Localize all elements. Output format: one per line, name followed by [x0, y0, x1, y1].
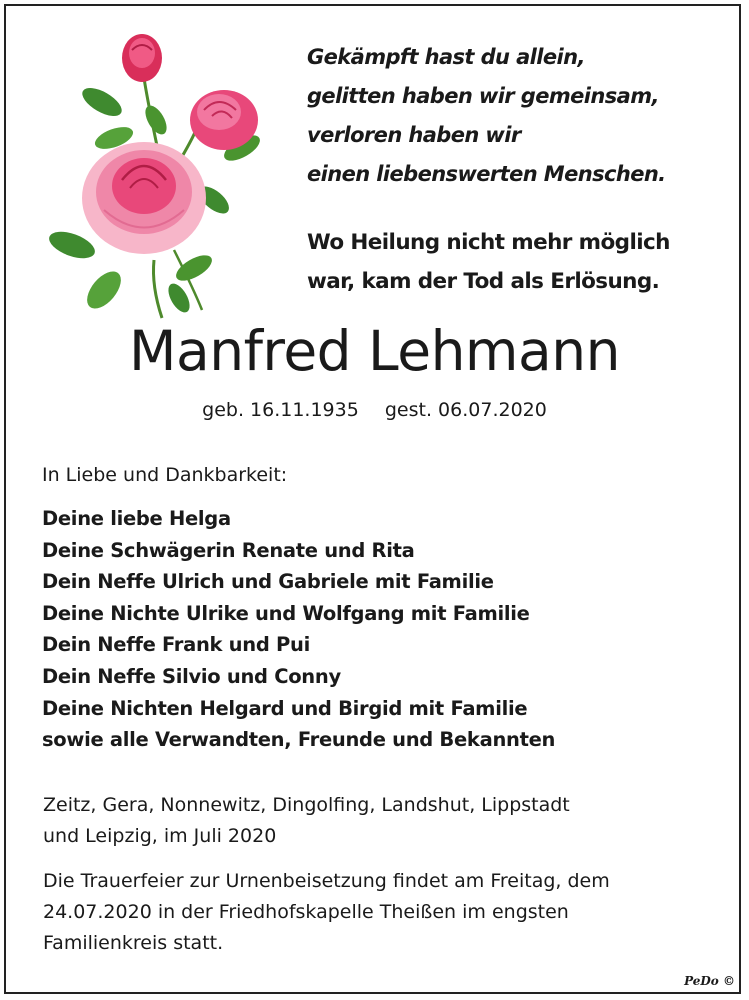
mourners-list: [42, 503, 702, 756]
ceremony-line: 24.07.2020 in der Friedhofskapelle Theißen im engsten: [43, 901, 569, 923]
places-line: Zeitz, Gera, Nonnewitz, Dingolfing, Landshut, Lippstadt: [43, 794, 570, 816]
poem-line: gelitten haben wir gemeinsam,: [307, 84, 659, 108]
dedication-intro: In Liebe und Dankbarkeit:: [42, 464, 288, 486]
mourner-line: Deine Nichten Helgard und Birgid mit Familie: [42, 696, 528, 720]
poem-verse: [307, 38, 737, 194]
deceased-name: Manfred Lehmann: [129, 319, 620, 383]
death-date: gest. 06.07.2020: [384, 399, 547, 421]
ceremony-notice: [43, 866, 733, 959]
poem-line: einen liebenswerten Menschen.: [307, 162, 666, 186]
poem-line: Gekämpft hast du allein,: [307, 45, 585, 69]
designer-signature: PeDo ©: [684, 974, 735, 988]
birth-date: geb. 16.11.1935: [202, 399, 359, 421]
mourner-line: Dein Neffe Silvio und Conny: [42, 664, 341, 688]
mourner-line: Deine Nichte Ulrike und Wolfgang mit Familie: [42, 601, 530, 625]
mourner-line: Dein Neffe Ulrich und Gabriele mit Familie: [42, 570, 494, 594]
mourner-line: Deine liebe Helga: [42, 507, 231, 530]
quote-line: war, kam der Tod als Erlösung.: [307, 269, 660, 294]
places-line: und Leipzig, im Juli 2020: [43, 825, 277, 847]
mourner-line: Deine Schwägerin Renate und Rita: [42, 538, 415, 562]
quote-line: Wo Heilung nicht mehr möglich: [307, 230, 670, 255]
mourner-line: Dein Neffe Frank und Pui: [42, 633, 310, 657]
ceremony-line: Familienkreis statt.: [43, 932, 224, 954]
life-dates: [0, 395, 749, 425]
poem-line: verloren haben wir: [307, 123, 521, 147]
places-and-date: [43, 790, 723, 852]
roses-illustration: [44, 20, 274, 320]
mourner-line: sowie alle Verwandten, Freunde und Bekannten: [42, 728, 556, 752]
farewell-quote: [307, 223, 737, 301]
ceremony-line: Die Trauerfeier zur Urnenbeisetzung findet am Freitag, dem: [43, 870, 610, 892]
